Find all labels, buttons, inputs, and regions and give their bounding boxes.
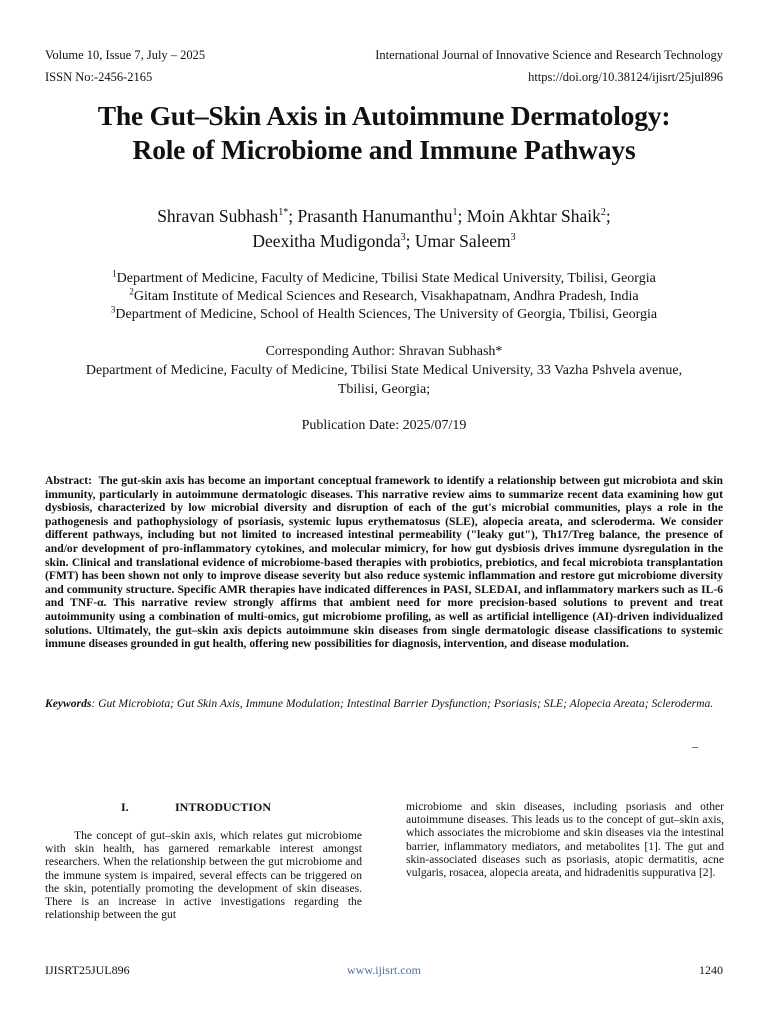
corresponding-line-3: Tbilisi, Georgia;: [337, 382, 431, 397]
author-sup: 2: [600, 207, 606, 219]
author-name: ; Umar Saleem: [405, 231, 511, 251]
author-line-1: [40, 204, 728, 229]
author-name: Shravan Subhash: [157, 206, 279, 226]
author-sup: 3: [510, 232, 516, 244]
corresponding-author: [40, 342, 728, 399]
author-name: ; Prasanth Hanumanthu: [288, 206, 453, 226]
body-column-left: The concept of gut–skin axis, which relates gut microbiome with skin health, has garnered remarkable interest amongst researchers. When the relationship between the gut microbiome and the immune system is impaired, several effects can be triggered on the skin, potentially promoting the development of skin diseases. There is an increase in active investigations regarding the relationship between the gut: [45, 829, 362, 922]
header-issn: ISSN No:-2456-2165: [45, 70, 153, 84]
keywords: [45, 697, 723, 711]
affiliation-sup: 2: [129, 286, 134, 297]
title-line-2: Role of Microbiome and Immune Pathways: [132, 134, 636, 165]
author-list: [40, 204, 728, 254]
author-sup: 1*: [278, 207, 289, 219]
abstract-text: The gut-skin axis has become an important conceptual framework to identify a relationship between gut microbiota and skin immunity, particularly in autoimmune dermatologic diseases. This narrative review aims to summarize recent data examining how gut dysbiosis, characterized by low microbial diversity and disruption of each of the gut's microbial communities, plays a role in the pathogenesis and pathophysiology of psoriasis, systemic lupus erythematosus (SLE), alopecia areata, and scleroderma. We consider different pathways, including but not limited to increased intestinal permeability ("leaky gut"), Th17/Treg balance, the presence of and/or development of pro-inflammatory cytokines, and molecular mimicry, for how gut dysbiosis drives immune dysregulation in the skin. Clinical and translational evidence of microbiome-based therapies with probiotics, prebiotics, and fecal microbiota transplantation (FMT) has been shown not only to improve disease severity but also reduce systemic inflammation and restore gut microbiome diversity and community structure. Specific AMR therapies have indicated differences in PASI, SLEDAI, and inflammatory markers such as IL-6 and TNF-α. This narrative review strongly affirms that ambient need for more precision-based solutions to prevent and treat autoimmunity using a combination of multi-omics, gut microbiome profiling, as well as artificial intelligence (AI)-driven individualized solutions. Ultimately, the gut–skin axis depicts autoimmune skin diseases from single dermatologic disease classifications to systemic immune diseases grounded in gut health, offering new possibilities for diagnosis, intervention, and disease modulation.: [45, 474, 723, 651]
affiliation-1: [40, 270, 728, 288]
corresponding-line-2: Department of Medicine, Faculty of Medicine, Tbilisi State Medical University, 33 Vazha Pshvela avenue,: [85, 363, 683, 378]
affiliation-text: Department of Medicine, School of Health Sciences, The University of Georgia, Tbilisi, Georgia: [115, 307, 658, 322]
page-number: 1240: [699, 963, 723, 977]
separator-dash: –: [692, 739, 698, 753]
body-column-right: microbiome and skin diseases, including psoriasis and other autoimmune diseases. This leads us to the concept of gut–skin axis, which associates the microbiome and skin diseases via the intestinal barrier, inflammatory mediators, and metabolites [1]. The gut and skin-associated diseases such as psoriasis, atopic dermatitis, acne vulgaris, rosacea, alopecia areata, and hidradenitis suppurativa [2].: [406, 800, 724, 880]
title-line-1: The Gut–Skin Axis in Autoimmune Dermatology:: [97, 100, 671, 131]
header-journal: International Journal of Innovative Science and Research Technology: [375, 48, 723, 62]
footer-id: IJISRT25JUL896: [45, 963, 130, 977]
author-name: ; Moin Akhtar Shaik: [457, 206, 601, 226]
author-sup: 1: [452, 207, 458, 219]
affiliation-sup: 1: [112, 268, 117, 279]
author-name: Deexitha Mudigonda: [252, 231, 401, 251]
section-number: I.: [121, 800, 129, 814]
author-sup: 3: [400, 232, 406, 244]
keywords-text: : Gut Microbiota; Gut Skin Axis, Immune Modulation; Intestinal Barrier Dysfunction; Psoriasis; SLE; Alopecia Areata; Scleroderma.: [91, 697, 714, 710]
author-separator: ;: [605, 206, 611, 226]
abstract: [45, 474, 723, 651]
affiliation-text: Gitam Institute of Medical Sciences and Research, Visakhapatnam, Andhra Pradesh, India: [133, 289, 639, 304]
publication-date: Publication Date: 2025/07/19: [301, 418, 467, 433]
paper-title: [40, 99, 728, 167]
affiliation-2: [40, 288, 728, 306]
abstract-label: Abstract:: [45, 474, 93, 487]
affiliation-3: [40, 306, 728, 324]
affiliation-sup: 3: [110, 304, 116, 315]
footer-website-link[interactable]: www.ijisrt.com: [347, 963, 421, 977]
section-title: INTRODUCTION: [175, 800, 272, 814]
corresponding-line-1: Corresponding Author: Shravan Subhash*: [265, 344, 503, 359]
keywords-label: Keywords: [45, 697, 92, 710]
header-doi[interactable]: https://doi.org/10.38124/ijisrt/25jul896: [528, 70, 723, 84]
header-volume: Volume 10, Issue 7, July – 2025: [45, 48, 206, 62]
author-line-2: [40, 229, 728, 254]
affiliations: [40, 270, 728, 324]
affiliation-text: Department of Medicine, Faculty of Medicine, Tbilisi State Medical University, Tbilisi, Georgia: [116, 271, 656, 286]
